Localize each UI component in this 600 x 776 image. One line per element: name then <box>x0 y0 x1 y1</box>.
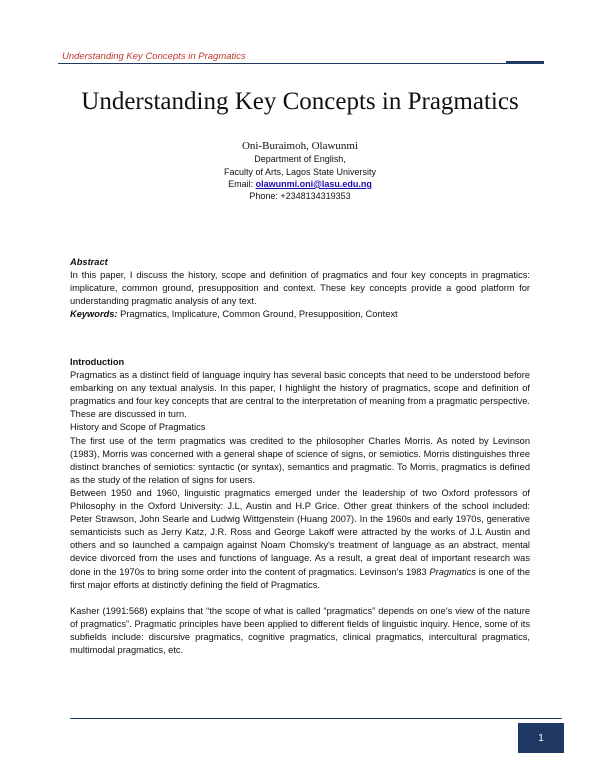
page-number: 1 <box>538 732 544 744</box>
author-phone: Phone: +2348134319353 <box>249 191 351 202</box>
author-name: Oni-Buraimoh, Olawunmi <box>241 140 359 152</box>
intro-paragraph-1: Pragmatics as a distinct field of language inquiry has several basic concepts that need to be understood before embarking on any textual analysis. In this paper, I highlight the history of pragmatics, scope and definition of pragmatics and four key concepts that are central to the interpretation of meaning from a pragmatic perspective. These are discussed in turn. <box>70 370 530 420</box>
intro-paragraph-2: The first use of the term pragmatics was credited to the philosopher Charles Morris. As noted by Levinson (1983), Morris was concerned with a general shape of science of signs, or semiotics. Morris distinguishes three distinct branches of semiotics: syntactic (or syntax), semantics and pragmatic. To Morris, pragmatics is defined as the study of the relation of signs for users. <box>70 435 530 485</box>
keywords-line <box>70 308 530 321</box>
introduction-section <box>70 356 530 657</box>
paper-title: Understanding Key Concepts in Pragmatics <box>81 88 519 115</box>
header-rule-accent <box>506 61 544 64</box>
history-subheading: History and Scope of Pragmatics <box>70 422 206 433</box>
email-label: Email: <box>228 178 254 189</box>
abstract-label: Abstract <box>70 257 108 267</box>
intro-paragraph-3-end: is one of the first major efforts at distinctly defining the field of Pragmatics. <box>70 566 530 590</box>
author-faculty: Faculty of Arts, Lagos State University <box>223 166 377 177</box>
header-rule <box>58 63 544 64</box>
abstract-section <box>70 256 530 321</box>
intro-paragraph-4: Kasher (1991:568) explains that “the scope of what is called “pragmatics” depends on one's view of the nature of pragmatics”. Pragmatic principles have been applied to different fields of linguistic inquiry. Hence, some of its subfields include: discursive pragmatics, cognitive pragmatics, clinical pragmatics, intercultural pragmatics, multimodal pragmatics, etc. <box>70 605 530 655</box>
abstract-text: In this paper, I discuss the history, scope and definition of pragmatics and four key concepts in pragmatics: implicature, common ground, presupposition and context. These key concepts provide a good platform for understanding pragmatic analysis of any text. <box>70 270 530 307</box>
keywords-label: Keywords: <box>70 309 118 320</box>
author-email-line <box>0 178 600 190</box>
pragmatics-book-title: Pragmatics <box>429 566 476 577</box>
footer-rule <box>70 718 562 719</box>
intro-paragraph-3-main: Between 1950 and 1960, linguistic pragmatics emerged under the leadership of two Oxford professors of Philosophy in the Oxford University: J.L, Austin and H.P Grice. Other great thinkers of the school included: Peter Strawson, John Searle and Ludwig Wittgenstein (Huang 2007). In the 1960s and early 1970s, generative semanticists such as Jerry Katz, J.R. Ross and George Lakoff were attracted by the works of J.L Austin and others and so launched a campaign against Noam Chomsky's treatment of language as an abstract, mental device divorced from the uses and functions of language. As a result, a great deal of important research was done in the 1970s to bring some order into the content of pragmatics. Levinson's 1983 <box>70 487 530 577</box>
introduction-heading: Introduction <box>70 357 125 367</box>
email-link[interactable]: olawunmi.oni@lasu.edu.ng <box>255 178 372 189</box>
author-department: Department of English, <box>254 154 346 165</box>
intro-paragraph-3 <box>70 487 530 592</box>
page-number-box <box>518 723 564 753</box>
author-block <box>0 140 600 202</box>
running-header: Understanding Key Concepts in Pragmatics <box>62 51 246 62</box>
keywords-text: Pragmatics, Implicature, Common Ground, Presupposition, Context <box>120 309 398 320</box>
